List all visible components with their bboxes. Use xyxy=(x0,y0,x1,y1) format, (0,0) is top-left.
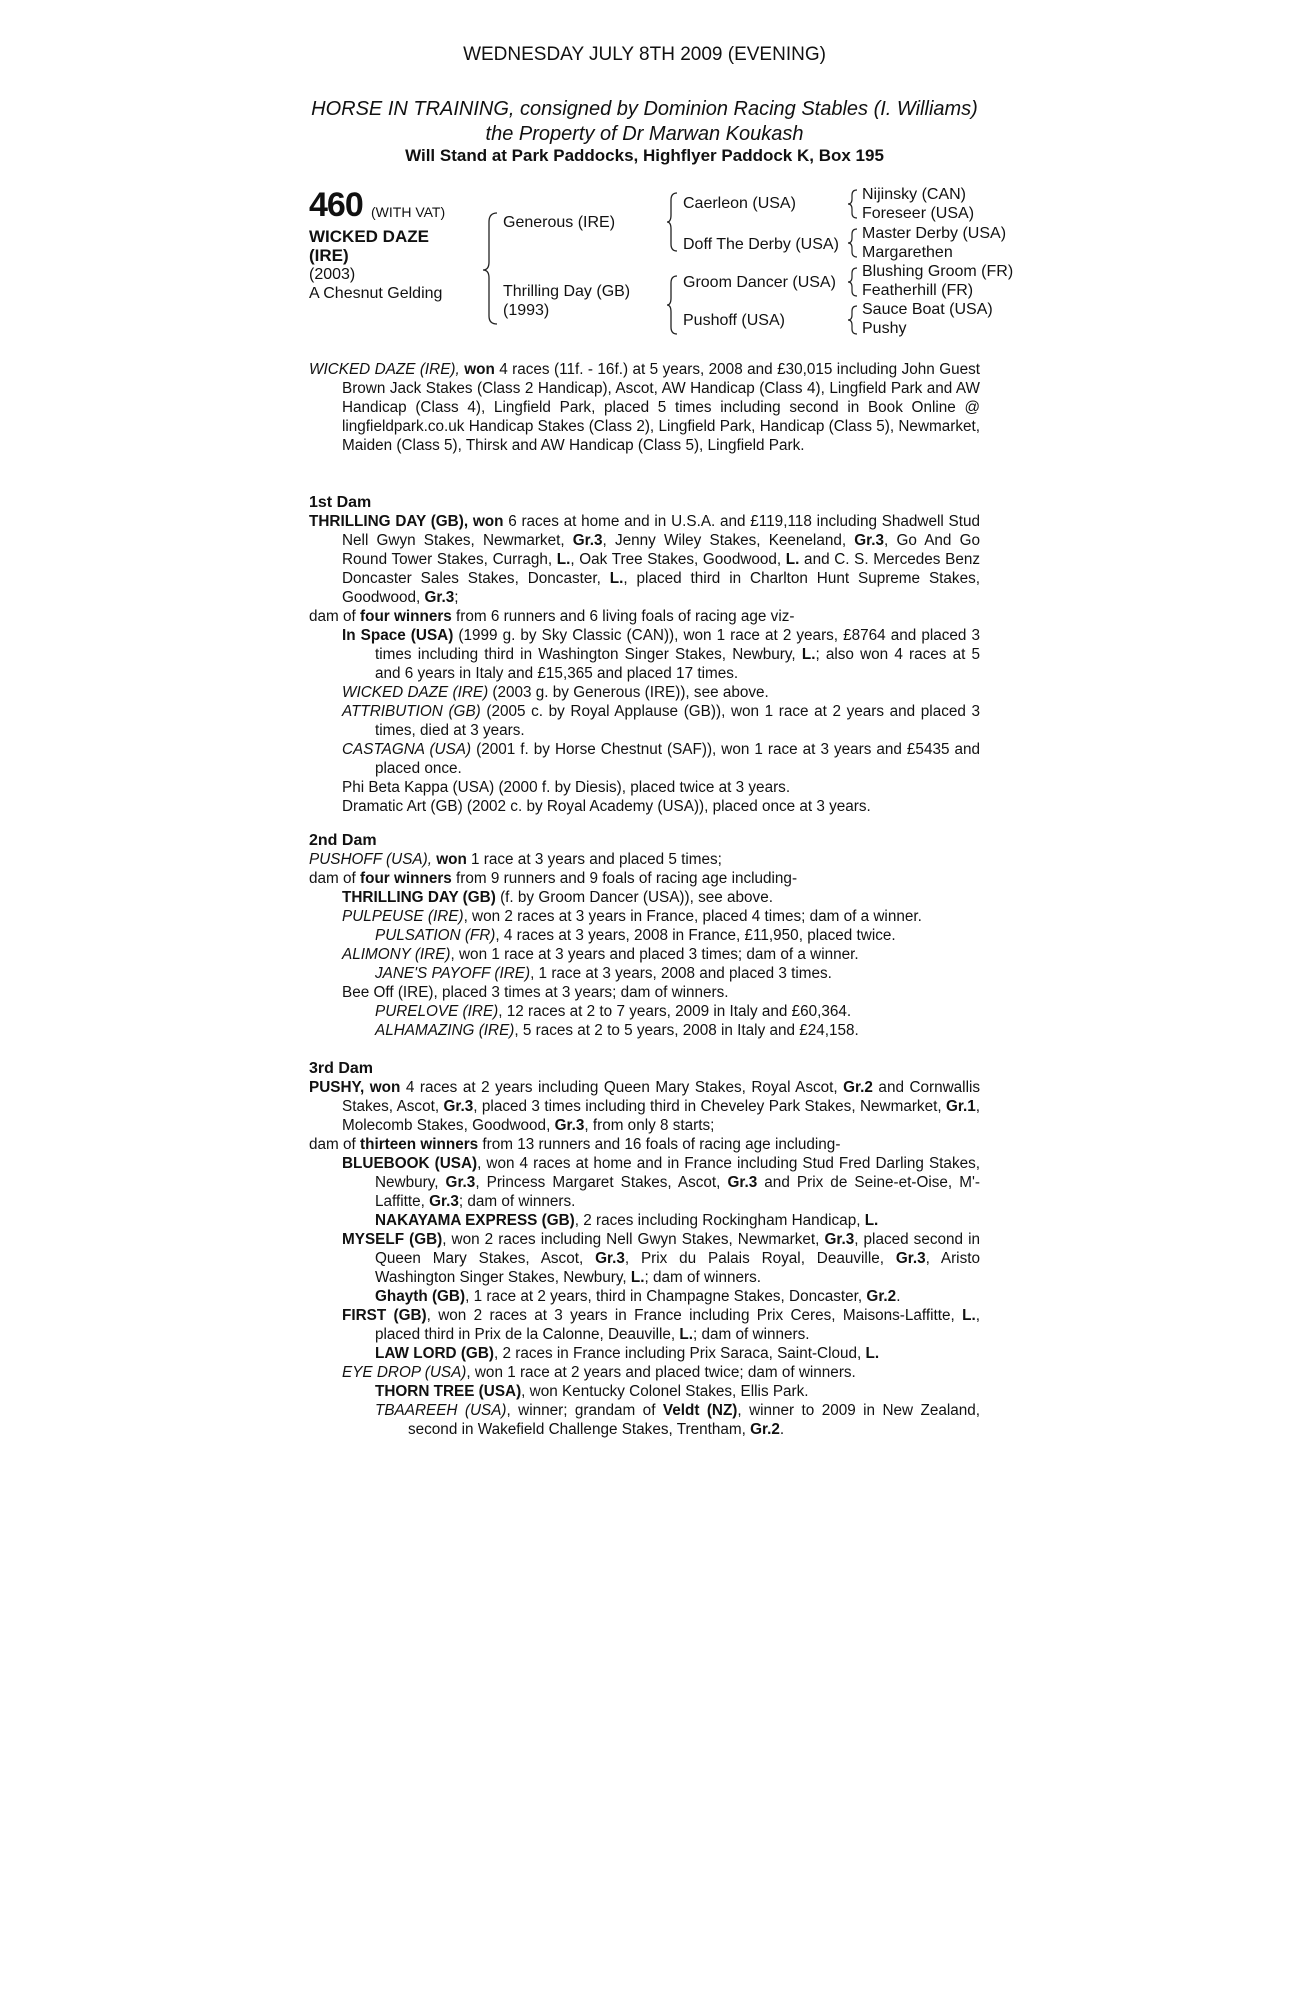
text: ; xyxy=(454,589,459,606)
winners-count: four winners xyxy=(360,870,452,887)
second-dam-name: PUSHOFF (USA), xyxy=(309,851,432,868)
produce-name: PULPEUSE (IRE) xyxy=(342,908,464,925)
produce-attribution xyxy=(309,702,980,740)
produce-phi-beta-kappa: Phi Beta Kappa (USA) (2000 f. by Diesis), placed twice at 3 years. xyxy=(342,779,791,796)
text: ; dam of winners. xyxy=(644,1269,762,1286)
text: , 2 races in France including Prix Saraca, Saint-Cloud, xyxy=(493,1345,866,1362)
produce-name: ALHAMAZING (IRE) xyxy=(375,1022,515,1039)
winners-count: thirteen winners xyxy=(360,1136,479,1153)
produce-thorn-tree xyxy=(309,1382,980,1401)
grade-label: Gr.2 xyxy=(750,1421,780,1438)
text: , won 1 race at 2 years and placed twice; dam of winners. xyxy=(466,1364,856,1381)
grade-label: Gr.3 xyxy=(554,1117,585,1134)
pedigree-g2: Foreseer (USA) xyxy=(862,205,975,222)
produce-name: THORN TREE (USA) xyxy=(375,1383,522,1400)
pedigree-dam: Thrilling Day (GB) xyxy=(503,283,631,300)
text: dam of xyxy=(309,608,361,625)
produce-dramatic-art: Dramatic Art (GB) (2002 c. by Royal Academy (USA)), placed once at 3 years. xyxy=(342,798,871,815)
pedigree-g4: Margarethen xyxy=(862,244,953,261)
produce-ghayth xyxy=(309,1287,980,1306)
text: , 2 races including Rockingham Handicap, xyxy=(574,1212,865,1229)
listed-label: L. xyxy=(609,570,624,587)
vat-label: (WITH VAT) xyxy=(371,204,446,220)
text: dam of xyxy=(309,1136,361,1153)
third-dam-name: PUSHY, xyxy=(309,1079,365,1096)
second-dam-produce-summary xyxy=(309,869,980,888)
text: , placed 3 times including third in Cheveley Park Stakes, Newmarket, xyxy=(473,1098,946,1115)
produce-janes-payoff xyxy=(309,964,980,983)
third-dam-produce-summary xyxy=(309,1135,980,1154)
text: , 1 race at 2 years, third in Champagne Stakes, Doncaster, xyxy=(465,1288,867,1305)
pedigree-g3: Master Derby (USA) xyxy=(862,225,1007,242)
produce-bee-off: Bee Off (IRE), placed 3 times at 3 years; dam of winners. xyxy=(342,984,729,1001)
grade-label: Gr.3 xyxy=(445,1174,476,1191)
text: , Princess Margaret Stakes, Ascot, xyxy=(475,1174,728,1191)
produce-name: ATTRIBUTION (GB) xyxy=(342,703,481,720)
produce-myself xyxy=(309,1230,980,1287)
text: 6 races at home and in U.S.A. and £119,118 including Shadwell Stud Nell Gwyn Stakes, Newmarket, xyxy=(342,513,981,549)
foaling-year: (2003) xyxy=(309,266,356,283)
produce-name: NAKAYAMA EXPRESS (GB) xyxy=(375,1212,575,1229)
horse-name-line1: WICKED DAZE xyxy=(309,227,429,246)
produce-first xyxy=(309,1306,980,1344)
produce-nakayama-express xyxy=(309,1211,980,1230)
produce-name: EYE DROP (USA) xyxy=(342,1364,467,1381)
third-dam-record xyxy=(309,1078,980,1135)
first-dam-produce-summary xyxy=(309,607,980,626)
pedigree-g6: Featherhill (FR) xyxy=(862,282,974,299)
produce-eye-drop xyxy=(309,1363,980,1382)
text: . xyxy=(896,1288,901,1305)
pedigree-dam-year: (1993) xyxy=(503,302,550,319)
produce-castagna xyxy=(309,740,980,778)
second-dam-heading: 2nd Dam xyxy=(309,832,377,849)
text: and C. S. Mercedes Benz Doncaster Sales Stakes, Doncaster, xyxy=(342,551,980,587)
sale-date: WEDNESDAY JULY 8TH 2009 (EVENING) xyxy=(463,44,826,65)
lot-number: 460 xyxy=(309,186,363,224)
text: , won 2 races at 3 years in France, placed 4 times; dam of a winner. xyxy=(463,908,922,925)
produce-law-lord xyxy=(309,1344,980,1363)
pedigree-sire-sire: Caerleon (USA) xyxy=(683,195,796,212)
pedigree-dam-dam: Pushoff (USA) xyxy=(683,312,785,329)
text: dam of xyxy=(309,870,361,887)
pedigree-g7: Sauce Boat (USA) xyxy=(862,301,993,318)
text: , won 2 races at 3 years in France including Prix Ceres, Maisons-Laffitte, xyxy=(426,1307,963,1324)
produce-name: TBAAREEH (USA) xyxy=(375,1402,507,1419)
grade-label: Gr.2 xyxy=(843,1079,873,1096)
produce-name: PURELOVE (IRE) xyxy=(375,1003,499,1020)
third-dam-section xyxy=(309,1059,980,1439)
text: , 5 races at 2 to 5 years, 2008 in Italy and £24,158. xyxy=(514,1022,859,1039)
text: ; dam of winners. xyxy=(458,1193,576,1210)
produce-pulsation xyxy=(309,926,980,945)
text: , placed third in Prix de la Calonne, Deauville, xyxy=(375,1307,980,1343)
consignment-line: HORSE IN TRAINING, consigned by Dominion Racing Stables (I. Williams) xyxy=(311,98,978,120)
first-dam-heading: 1st Dam xyxy=(309,494,372,511)
horse-name-line2: (IRE) xyxy=(309,246,349,265)
first-dam-section xyxy=(309,493,980,816)
listed-label: L. xyxy=(801,646,816,663)
grade-label: Gr.3 xyxy=(572,532,603,549)
text: , Go And Go Round Tower Stakes, Curragh, xyxy=(342,532,980,568)
pedigree-brackets xyxy=(0,0,1289,360)
grade-label: Gr.3 xyxy=(727,1174,758,1191)
text: , Oak Tree Stakes, Goodwood, xyxy=(570,551,786,568)
grade-label: Gr.3 xyxy=(895,1250,926,1267)
text: , Jenny Wiley Stakes, Keeneland, xyxy=(602,532,855,549)
text: , placed second in Queen Mary Stakes, Ascot, xyxy=(375,1231,980,1267)
listed-label: L. xyxy=(864,1212,879,1229)
listed-label: L. xyxy=(865,1345,880,1362)
produce-thrilling-day xyxy=(309,888,980,907)
produce-alhamazing xyxy=(309,1021,980,1040)
text: and Prix de Seine-et-Oise, M'-Laffitte, xyxy=(375,1174,980,1210)
grade-label: Gr.3 xyxy=(443,1098,474,1115)
produce-name: MYSELF (GB) xyxy=(342,1231,443,1248)
text: , winner; grandam of xyxy=(506,1402,663,1419)
produce-in-space xyxy=(309,626,980,683)
text: (f. by Groom Dancer (USA)), see above. xyxy=(495,889,773,906)
produce-purelove xyxy=(309,1002,980,1021)
produce-tbaareeh xyxy=(309,1401,980,1439)
third-dam-heading: 3rd Dam xyxy=(309,1060,374,1077)
text: (1999 g. by Sky Classic (CAN)), won 1 race at 2 years, £8764 and placed 3 times including third in Washington Singer Stakes, Newbury, xyxy=(375,627,980,663)
grade-label: Gr.3 xyxy=(424,589,455,606)
text: , winner to 2009 in New Zealand, second in Wakefield Challenge Stakes, Trentham, xyxy=(408,1402,981,1438)
produce-alimony xyxy=(309,945,980,964)
second-dam-section xyxy=(309,831,980,1040)
produce-name: Ghayth (GB) xyxy=(375,1288,466,1305)
horse-record-name: WICKED DAZE (IRE), xyxy=(309,361,460,378)
horse-record-body: 4 races (11f. - 16f.) at 5 years, 2008 and £30,015 including John Guest Brown Jack Stakes (Class 2 Handicap), Ascot, AW Handicap (Class 4), Lingfield Park and AW Handicap (Class 4), Lingfield Park, placed 5 times including second in Book Online @ lingfieldpark.co.uk Handicap Stakes (Class 2), Lingfield Park, Handicap (Class 5), Newmarket, Maiden (Class 5), Thirsk and AW Handicap (Class 5), Lingfield Park. xyxy=(342,361,981,454)
horse-record-text xyxy=(309,360,980,455)
text: (2005 c. by Royal Applause (GB)), won 1 race at 2 years and placed 3 times, died at 3 years. xyxy=(375,703,980,739)
text: from 6 runners and 6 living foals of racing age viz- xyxy=(451,608,795,625)
pedigree-g5: Blushing Groom (FR) xyxy=(862,263,1014,280)
produce-name: WICKED DAZE (IRE) xyxy=(342,684,489,701)
pedigree-g8: Pushy xyxy=(862,320,907,337)
produce-name: THRILLING DAY (GB) xyxy=(342,889,496,906)
text: , Prix du Palais Royal, Deauville, xyxy=(624,1250,896,1267)
text: , Molecomb Stakes, Goodwood, xyxy=(342,1098,981,1134)
first-dam-name: THRILLING DAY (GB), xyxy=(309,513,469,530)
produce-name: Veldt (NZ) xyxy=(662,1402,738,1419)
grade-label: Gr.3 xyxy=(429,1193,459,1210)
produce-name: In Space (USA) xyxy=(342,627,454,644)
text: , won 1 race at 3 years and placed 3 times; dam of a winner. xyxy=(450,946,859,963)
text: and Cornwallis Stakes, Ascot, xyxy=(342,1079,981,1115)
text: ; dam of winners. xyxy=(693,1326,810,1343)
pedigree-dam-sire: Groom Dancer (USA) xyxy=(683,274,836,291)
second-dam-record xyxy=(309,850,980,869)
listed-label: L. xyxy=(630,1269,645,1286)
pedigree-sire: Generous (IRE) xyxy=(503,214,616,231)
text: (2001 f. by Horse Chestnut (SAF)), won 1 race at 3 years and £5435 and placed once. xyxy=(375,741,980,777)
property-line: the Property of Dr Marwan Koukash xyxy=(485,123,804,145)
grade-label: Gr.3 xyxy=(824,1231,855,1248)
text: (2003 g. by Generous (IRE)), see above. xyxy=(488,684,769,701)
first-dam-record xyxy=(309,512,980,607)
won-label: won xyxy=(464,361,495,378)
text: , won 2 races including Nell Gwyn Stakes, Newmarket, xyxy=(442,1231,825,1248)
grade-label: Gr.3 xyxy=(854,532,885,549)
horse-record xyxy=(309,360,980,455)
produce-name: BLUEBOOK (USA) xyxy=(342,1155,478,1172)
grade-label: Gr.1 xyxy=(946,1098,976,1115)
text: , 4 races at 3 years, 2008 in France, £11,950, placed twice. xyxy=(495,927,896,944)
grade-label: Gr.2 xyxy=(866,1288,897,1305)
won-label: won xyxy=(436,851,467,868)
pedigree-sire-dam: Doff The Derby (USA) xyxy=(683,236,839,253)
text: , from only 8 starts; xyxy=(584,1117,715,1134)
won-label: won xyxy=(369,1079,401,1096)
text: , won 4 races at home and in France including Stud Fred Darling Stakes, Newbury, xyxy=(375,1155,980,1191)
text: , 12 races at 2 to 7 years, 2009 in Italy and £60,364. xyxy=(498,1003,852,1020)
produce-name: CASTAGNA (USA) xyxy=(342,741,472,758)
listed-label: L. xyxy=(679,1326,694,1343)
horse-description: A Chesnut Gelding xyxy=(309,285,443,302)
winners-count: four winners xyxy=(360,608,452,625)
won-label: won xyxy=(472,513,504,530)
text: , 1 race at 3 years, 2008 and placed 3 times. xyxy=(530,965,832,982)
stand-location: Will Stand at Park Paddocks, Highflyer Paddock K, Box 195 xyxy=(405,146,884,165)
text: , Aristo Washington Singer Stakes, Newbury, xyxy=(375,1250,980,1286)
text: , won Kentucky Colonel Stakes, Ellis Park. xyxy=(521,1383,809,1400)
listed-label: L. xyxy=(556,551,571,568)
text: , placed third in Charlton Hunt Supreme Stakes, Goodwood, xyxy=(342,570,980,606)
produce-wicked-daze xyxy=(309,683,980,702)
text: . xyxy=(779,1421,785,1438)
produce-name: ALIMONY (IRE) xyxy=(342,946,451,963)
text: from 9 runners and 9 foals of racing age including- xyxy=(451,870,798,887)
listed-label: L. xyxy=(962,1307,976,1324)
grade-label: Gr.3 xyxy=(595,1250,625,1267)
listed-label: L. xyxy=(785,551,800,568)
produce-name: PULSATION (FR) xyxy=(375,927,496,944)
produce-name: LAW LORD (GB) xyxy=(375,1345,494,1362)
produce-bluebook xyxy=(309,1154,980,1211)
text: ; also won 4 races at 5 and 6 years in Italy and £15,365 and placed 17 times. xyxy=(375,646,980,682)
produce-name: JANE'S PAYOFF (IRE) xyxy=(375,965,531,982)
text: 1 race at 3 years and placed 5 times; xyxy=(466,851,722,868)
pedigree-g1: Nijinsky (CAN) xyxy=(862,186,966,203)
produce-pulpeuse xyxy=(309,907,980,926)
text: from 13 runners and 16 foals of racing age including- xyxy=(478,1136,841,1153)
text: 4 races at 2 years including Queen Mary Stakes, Royal Ascot, xyxy=(400,1079,844,1096)
produce-name: FIRST (GB) xyxy=(342,1307,427,1324)
